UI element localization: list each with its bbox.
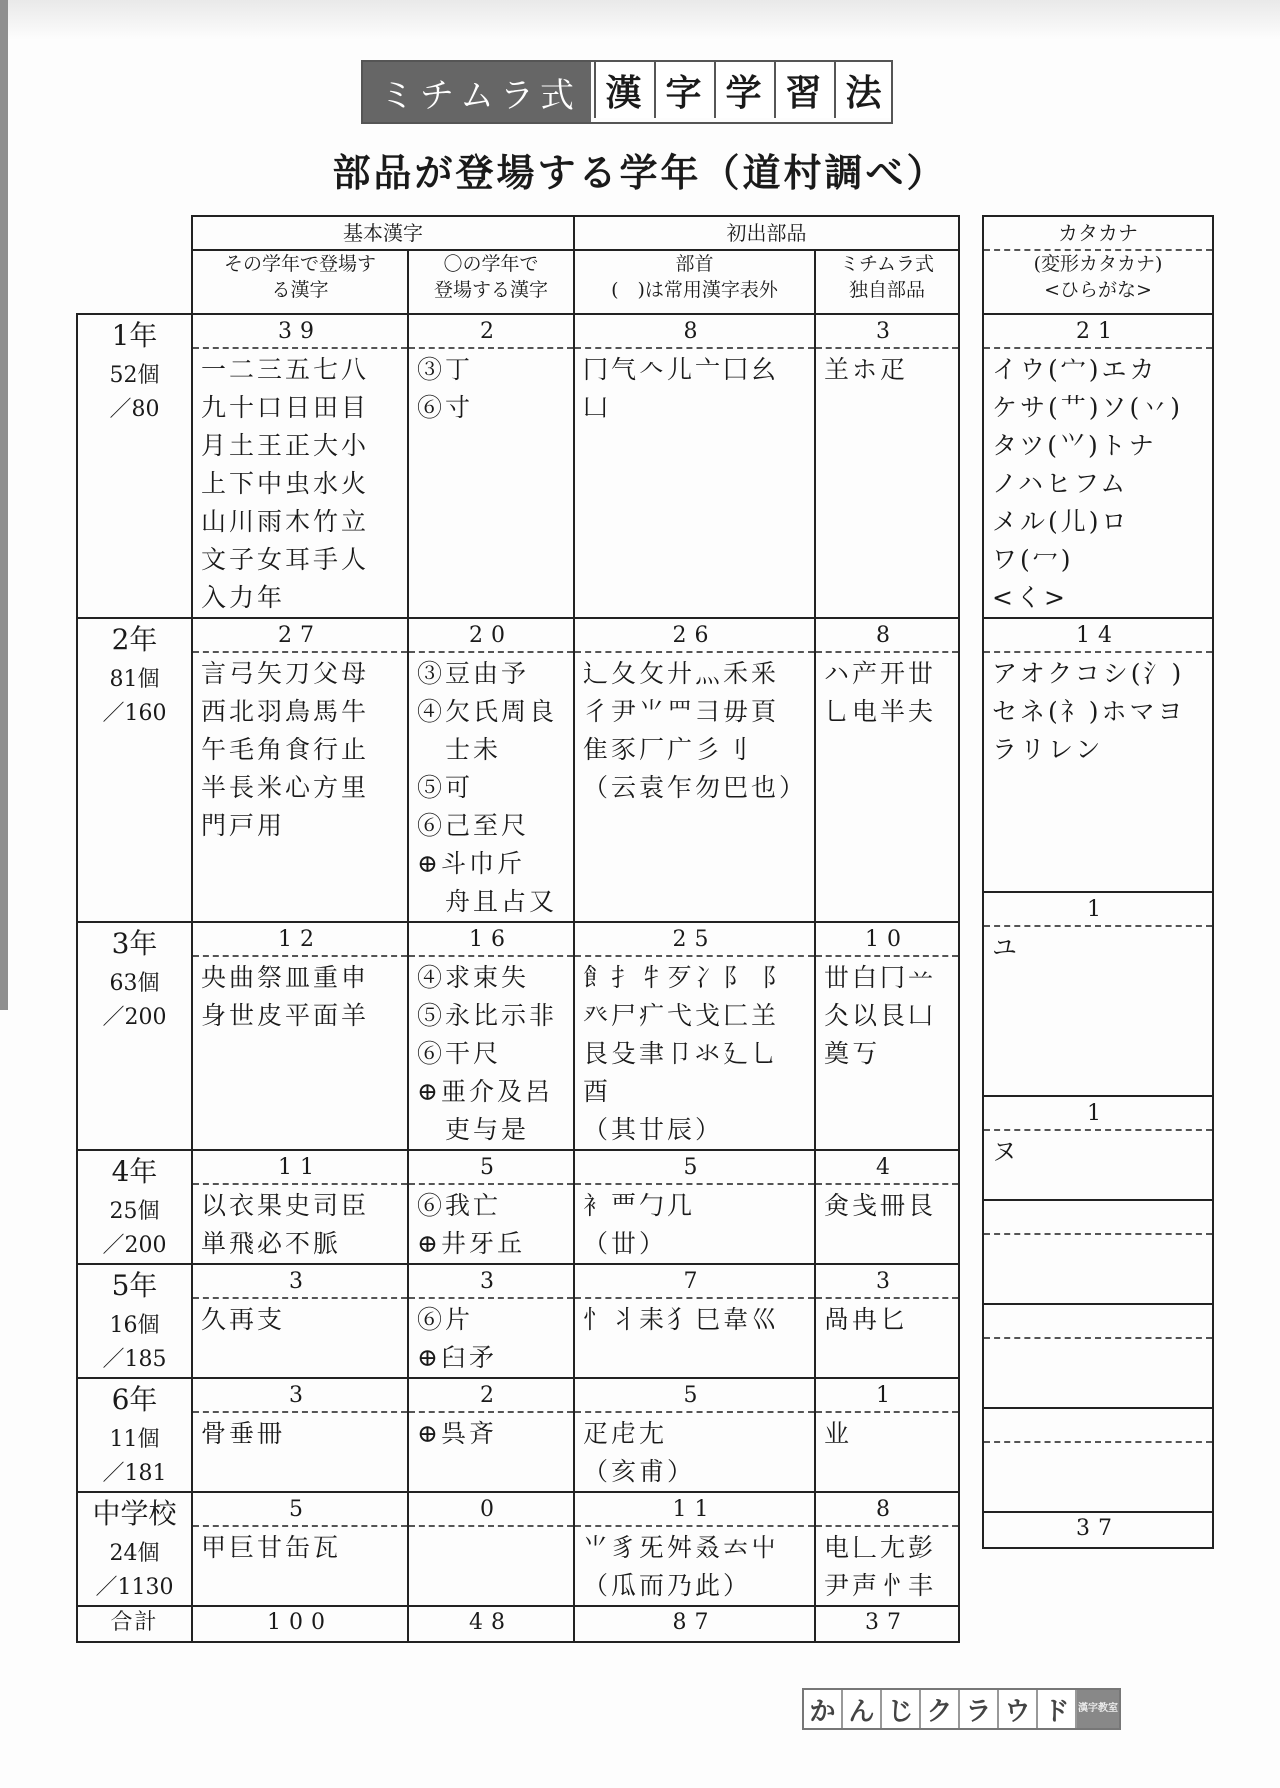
cell-content: ユ: [992, 933, 1021, 962]
main-table: [76, 215, 960, 1643]
cell-count: 4: [816, 1151, 958, 1185]
data-cell: [815, 618, 959, 922]
data-cell: [815, 922, 959, 1150]
data-cell: [408, 618, 574, 922]
data-cell: [192, 618, 408, 922]
grade-row: [77, 618, 959, 922]
grade-label: 6年: [111, 1383, 158, 1416]
cell-count: 1: [984, 893, 1212, 927]
header-col2: 〇の学年で 登場する漢字: [408, 250, 574, 314]
banner-char: 漢: [594, 62, 651, 118]
katakana-cell: [983, 1304, 1213, 1408]
banner-char: ミ: [380, 75, 414, 116]
footer-char: ん: [843, 1690, 882, 1728]
cell-content: 业: [824, 1419, 853, 1448]
katakana-cell: [983, 314, 1213, 618]
cell-count: 3: [193, 1379, 407, 1413]
katakana-row: [983, 1408, 1213, 1512]
grade-total: ／185: [102, 1347, 167, 1372]
totals-c2: 48: [408, 1606, 574, 1642]
cell-content: ⑥我亡 ⊕井牙丘: [417, 1191, 525, 1258]
cell-content: 𦍌ホ疋: [824, 355, 909, 384]
grade-count: 24個: [109, 1541, 160, 1566]
cell-count: [984, 1305, 1212, 1339]
cell-content: 疋虍尢 （亥甫）: [583, 1419, 696, 1486]
grade-total: ／200: [102, 1005, 167, 1030]
cell-count: 21: [984, 315, 1212, 349]
grade-count: 16個: [109, 1313, 160, 1338]
grade-row: [77, 314, 959, 618]
cell-count: 3: [816, 1265, 958, 1299]
katakana-row: [983, 1200, 1213, 1304]
banner-char: ラ: [500, 75, 534, 116]
cell-count: 2: [409, 315, 573, 349]
cell-count: 5: [575, 1151, 814, 1185]
katakana-total-row: [983, 1512, 1213, 1548]
cell-content: 甲巨甘缶瓦: [201, 1533, 342, 1562]
banner-char: 法: [834, 62, 891, 118]
footer-char: ウ: [999, 1690, 1038, 1728]
grade-cell: [77, 1492, 192, 1606]
grade-row: [77, 1378, 959, 1492]
cell-count: 11: [575, 1493, 814, 1527]
banner-char: チ: [420, 75, 454, 116]
banner-char: 字: [654, 62, 711, 118]
banner-light: [591, 62, 891, 122]
cell-content: ハ产开丗 乚电半夫: [824, 659, 937, 726]
header-col5: (変形カタカナ) <ひらがな>: [983, 250, 1213, 314]
footer-char: ク: [921, 1690, 960, 1728]
cell-content: アオクコシ(氵) セネ(礻)ホマヨ ラリレン: [992, 659, 1186, 764]
data-cell: [408, 1378, 574, 1492]
data-cell: [574, 1378, 815, 1492]
cell-content: 衤覀勹几 （丗）: [583, 1191, 696, 1258]
cell-content: [984, 1443, 1212, 1445]
cell-count: 2: [409, 1379, 573, 1413]
cell-count: 27: [193, 619, 407, 653]
cell-content: ④求束失 ⑤永比示非 ⑥干尺 ⊕亜介及呂 吏与是: [417, 963, 558, 1144]
grade-row: [77, 1492, 959, 1606]
cell-content: ⺌豸旡舛叒𠫓屮 （瓜而乃此）: [583, 1533, 780, 1600]
cell-count: 26: [575, 619, 814, 653]
cell-count: 8: [816, 1493, 958, 1527]
grade-count: 52個: [109, 363, 160, 388]
cell-count: 20: [409, 619, 573, 653]
cell-content: [409, 1527, 573, 1529]
footer-char: か: [804, 1690, 843, 1728]
cell-content: 骨垂冊: [201, 1419, 286, 1448]
cell-content: 忄丬耒犭巳韋巛: [583, 1305, 780, 1334]
banner-char: 習: [774, 62, 831, 118]
banner-char: ム: [460, 75, 494, 116]
grade-row: [77, 1264, 959, 1378]
header-katakana: カタカナ: [983, 216, 1213, 250]
cell-count: 8: [816, 619, 958, 653]
grade-label: 3年: [111, 927, 158, 960]
totals-c4: 37: [815, 1606, 959, 1642]
katakana-row: [983, 618, 1213, 892]
kanji-cloud-logo: [802, 1688, 1121, 1730]
totals-c1: 100: [192, 1606, 408, 1642]
header-row-1: [77, 216, 959, 250]
cell-content: [984, 1339, 1212, 1341]
cell-count: 1: [984, 1097, 1212, 1131]
header-row-2: [77, 250, 959, 314]
cell-count: 16: [409, 923, 573, 957]
banner-dark: [363, 62, 591, 122]
grade-cell: [77, 314, 192, 618]
cell-count: 5: [575, 1379, 814, 1413]
cell-content: 辶夂攵廾灬禾釆 彳尹⺌罒彐毋頁 隹豕厂广彡刂 （云袁乍勿巴也）: [583, 659, 808, 802]
cell-content: 飠扌牜歹冫阝 阝 癶尸疒弋戈匚𦍌 艮殳聿卩氺廴乚 酉 （其廿辰）: [583, 963, 790, 1144]
katakana-cell: [983, 1200, 1213, 1304]
grade-total: ／160: [102, 701, 167, 726]
katakana-row: [983, 314, 1213, 618]
katakana-row: [983, 1096, 1213, 1200]
grade-total: ／1130: [95, 1575, 174, 1600]
banner-char: 式: [540, 75, 574, 116]
cell-count: 11: [193, 1151, 407, 1185]
header-col1: その学年で登場す る漢字: [192, 250, 408, 314]
cell-count: [984, 1409, 1212, 1443]
data-cell: [192, 1150, 408, 1264]
katakana-row: [983, 1304, 1213, 1408]
grade-cell: [77, 1264, 192, 1378]
grade-count: 25個: [109, 1199, 160, 1224]
cell-content: 电𠃊尢彭 尹声㣺丰: [824, 1533, 937, 1600]
cell-content: ③豆由予 ④欠氏周良 士未 ⑤可 ⑥己至尺 ⊕斗巾斤 舟且占又: [417, 659, 558, 916]
totals-c5: 37: [983, 1512, 1213, 1548]
cell-content: ヌ: [992, 1137, 1021, 1166]
data-cell: [815, 314, 959, 618]
data-cell: [192, 1492, 408, 1606]
cell-content: 一二三五七八 九十口日田目 月土王正大小 上下中虫水火 山川雨木竹立 文子女耳手人 入力年: [201, 355, 370, 612]
cell-content: 丗白冂䒑 仌以艮凵 奠丂: [824, 963, 937, 1068]
cell-count: 5: [409, 1151, 573, 1185]
cell-count: 7: [575, 1265, 814, 1299]
data-cell: [408, 314, 574, 618]
grade-row: [77, 1150, 959, 1264]
totals-row: [77, 1606, 959, 1642]
grade-cell: [77, 922, 192, 1150]
grade-cell: [77, 1378, 192, 1492]
cell-content: ⑥片 ⊕臼矛: [417, 1305, 497, 1372]
method-banner: [361, 60, 893, 124]
cell-content: 咼冉匕: [824, 1305, 909, 1334]
data-cell: [815, 1492, 959, 1606]
footer-char: ド: [1038, 1690, 1077, 1728]
cell-content: 㑒戋冊艮: [824, 1191, 937, 1220]
header-kihon: 基本漢字: [192, 216, 574, 250]
totals-c3: 87: [574, 1606, 815, 1642]
totals-label: 合計: [77, 1606, 192, 1642]
data-cell: [574, 1492, 815, 1606]
grade-label: 5年: [111, 1269, 158, 1302]
grade-count: 81個: [109, 667, 160, 692]
cell-count: 3: [409, 1265, 573, 1299]
data-cell: [192, 922, 408, 1150]
grade-label: 1年: [111, 319, 158, 352]
grade-label: 4年: [111, 1155, 158, 1188]
header-shoshutsu: 初出部品: [574, 216, 959, 250]
data-cell: [574, 1264, 815, 1378]
grade-row: [77, 922, 959, 1150]
data-cell: [815, 1264, 959, 1378]
cell-count: 14: [984, 619, 1212, 653]
cell-content: 央曲祭皿重申 身世皮平面羊: [201, 963, 370, 1030]
katakana-cell: [983, 1096, 1213, 1200]
grade-total: ／80: [109, 397, 160, 422]
data-cell: [574, 314, 815, 618]
page-title: 部品が登場する学年（道村調べ）: [332, 151, 948, 195]
data-cell: [408, 922, 574, 1150]
cell-count: 1: [816, 1379, 958, 1413]
footer-logo: 漢字教室: [1077, 1690, 1119, 1728]
data-cell: [574, 922, 815, 1150]
cell-count: 8: [575, 315, 814, 349]
data-cell: [408, 1264, 574, 1378]
header-col3: 部首 ( )は常用漢字表外: [574, 250, 815, 314]
data-cell: [192, 1264, 408, 1378]
data-cell: [192, 314, 408, 618]
grade-label: 2年: [111, 623, 158, 656]
grade-count: 63個: [109, 971, 160, 996]
data-cell: [574, 618, 815, 922]
cell-count: 25: [575, 923, 814, 957]
cell-count: [984, 1201, 1212, 1235]
data-cell: [408, 1492, 574, 1606]
header-col4: ミチムラ式 独自部品: [815, 250, 959, 314]
cell-count: 3: [816, 315, 958, 349]
footer-char: ラ: [960, 1690, 999, 1728]
cell-count: 3: [193, 1265, 407, 1299]
cell-count: 0: [409, 1493, 573, 1527]
cell-content: ⊕呉斉: [417, 1419, 497, 1448]
data-cell: [408, 1150, 574, 1264]
katakana-table: [982, 215, 1214, 1549]
cell-content: [984, 1235, 1212, 1237]
grade-label: 中学校: [92, 1497, 177, 1530]
cell-count: 10: [816, 923, 958, 957]
katakana-cell: [983, 618, 1213, 892]
cell-content: イウ(宀)エカ ケサ(艹)ソ(丷) タツ(⺍)トナ ノハヒフム メル(儿)ロ ワ(冖) <く>: [992, 355, 1184, 612]
banner-char: 学: [714, 62, 771, 118]
cell-content: 冂气𠆢儿亠囗幺 凵: [583, 355, 780, 422]
cell-count: 39: [193, 315, 407, 349]
data-cell: [815, 1378, 959, 1492]
grade-count: 11個: [109, 1427, 160, 1452]
katakana-cell: [983, 1408, 1213, 1512]
grade-cell: [77, 618, 192, 922]
cell-content: 言弓矢刀父母 西北羽鳥馬牛 午毛角食行止 半長米心方里 門戸用: [201, 659, 370, 840]
grade-total: ／200: [102, 1233, 167, 1258]
cell-content: 以衣果史司臣 単飛必不脈: [201, 1191, 370, 1258]
data-cell: [815, 1150, 959, 1264]
katakana-cell: [983, 892, 1213, 1096]
cell-content: ③丁 ⑥寸: [417, 355, 474, 422]
data-cell: [574, 1150, 815, 1264]
cell-content: 久再支: [201, 1305, 286, 1334]
cell-count: 12: [193, 923, 407, 957]
katakana-row: [983, 892, 1213, 1096]
cell-count: 5: [193, 1493, 407, 1527]
grade-total: ／181: [102, 1461, 167, 1486]
footer-char: じ: [882, 1690, 921, 1728]
top-shade: [0, 0, 1280, 40]
data-cell: [192, 1378, 408, 1492]
grade-cell: [77, 1150, 192, 1264]
